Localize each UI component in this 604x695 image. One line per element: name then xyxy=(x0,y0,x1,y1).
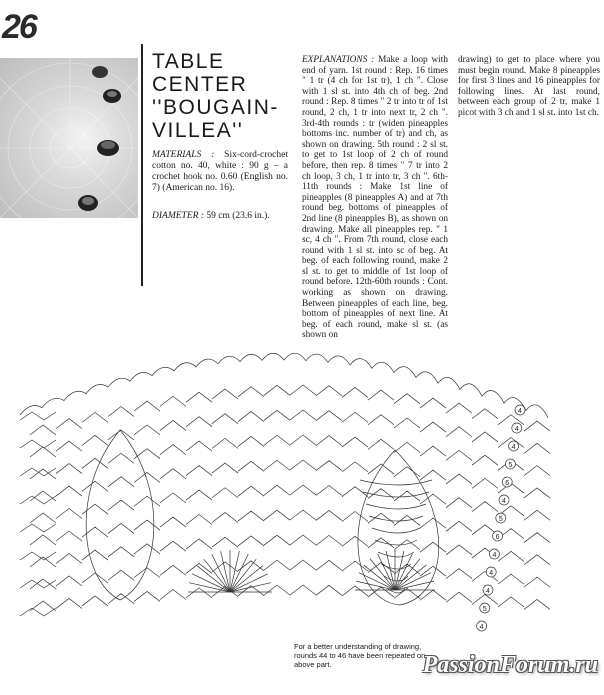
title-line: ''BOUGAIN- xyxy=(152,96,279,119)
pineapple-mesh-row xyxy=(378,552,414,557)
explanations-label: EXPLANATIONS : xyxy=(302,55,375,65)
pineapple-outline xyxy=(86,430,154,600)
materials-text: Six-cord-crochet cotton no. 40, white : 90 g – a crochet hook no. 0.60 (English no. 7) (American no. 16). xyxy=(152,150,289,193)
pineapple-mesh-row xyxy=(372,528,420,533)
pineapple-mesh-row xyxy=(366,504,426,509)
stitch-row xyxy=(30,585,550,611)
edge-branch xyxy=(20,524,56,532)
round-marker-label: 4 xyxy=(492,552,497,559)
edge-branch xyxy=(20,608,56,616)
sugar-bowl-icon xyxy=(92,66,108,78)
round-marker-label: 4 xyxy=(518,408,522,415)
crochet-diagram xyxy=(0,340,604,690)
doily-photo xyxy=(0,58,138,218)
explanations-text-2: drawing) to get to place where you must begin round. Make 8 pineapples for first 3 lines and 16 pineapples for following lines. At last round, between each group of 2 tr, make 1 picot with 3 ch and 1 sl st. into 1st ch. xyxy=(458,55,600,118)
explanations-text-1: Make a loop with end of yarn. 1st round : Rep. 16 times " 1 tr (4 ch for 1st tr), 1 ch ". Close with 1 sl st. into 4th ch of beg. 2nd round : Rep. 8 times " 2 tr into tr of 1st round, 2 ch, 1 tr into next tr, 2 ch ". 3rd-4th rounds : tr (widen pineapples bottoms inc. number of tr) and ch, as shown on drawing. 5th round : 2 sl st. to get to 1st loop of 2 ch of round before, then rep. 8 times " 7 tr into 2 ch loop, 3 ch, 1 tr into tr, 3 ch ". 6th-11th rounds : Make 1st line of pineapples (8 pineapples A) and at 7th round beg. bottoms of pineapples of 2nd line (8 pineapples B), as shown on drawing. Make all pineapples rep. " 1 sc, 4 ch ". From 7th round, close each round with 1 sl st. into sc of beg. At beg. of each following round, make 2 sl st. to get to middle of 1st loop of round before. 12th-60th rounds : Cont. working as shown on drawing. Between pineapples of each line, beg. bottom of pineapples of next line. At beg. of each round, make sl st. (as shown on xyxy=(302,55,449,341)
explanations-column-1 xyxy=(302,55,448,341)
title-line: CENTER xyxy=(152,73,248,96)
round-marker-label: 4 xyxy=(502,498,506,505)
stitch-row xyxy=(30,385,550,435)
diameter-text: 59 cm (23.6 in.). xyxy=(206,211,270,221)
materials-label: MATERIALS : xyxy=(152,150,215,160)
stitch-row xyxy=(30,485,550,523)
stitch-row xyxy=(30,560,550,589)
round-marker-label: 4 xyxy=(489,570,494,577)
watermark: PassionForum.ru xyxy=(422,652,598,678)
scalloped-edge xyxy=(20,353,548,417)
title-line: TABLE xyxy=(152,50,225,73)
diameter-section xyxy=(152,211,288,222)
round-marker-label: 4 xyxy=(511,444,516,451)
round-marker-label: 4 xyxy=(486,588,490,595)
page-number: 26 xyxy=(2,8,36,46)
diameter-label: DIAMETER : xyxy=(152,211,204,221)
materials-section xyxy=(152,150,288,194)
edge-branch xyxy=(20,580,56,588)
cup-icon xyxy=(78,195,98,211)
title-line: VILLEA'' xyxy=(152,119,244,142)
round-marker-label: 6 xyxy=(505,480,510,487)
teapot-icon xyxy=(97,140,119,156)
diagram-note: For a better understanding of drawing, rounds 44 to 46 have been repeated on above part. xyxy=(294,642,444,669)
pineapple-mesh-row xyxy=(363,492,429,497)
page-title xyxy=(152,50,292,142)
edge-branch xyxy=(20,440,56,448)
stitch-row xyxy=(30,410,550,457)
round-marker-label: 4 xyxy=(479,624,484,631)
stitch-row xyxy=(30,535,550,567)
vertical-divider xyxy=(141,44,143,286)
round-marker-label: 5 xyxy=(508,462,513,469)
round-marker-label: 4 xyxy=(514,426,519,433)
round-marker-label: 6 xyxy=(495,534,500,541)
doily-photo-image xyxy=(0,58,138,218)
round-marker-label: 5 xyxy=(482,606,487,613)
explanations-column-2 xyxy=(458,55,600,119)
round-marker-label: 5 xyxy=(498,516,503,523)
edge-branch xyxy=(20,552,56,560)
edge-branch xyxy=(20,412,56,420)
stitch-row xyxy=(30,510,550,545)
cup-icon xyxy=(103,89,121,103)
crochet-chart xyxy=(0,340,604,690)
pineapple-mesh-row xyxy=(369,516,423,521)
